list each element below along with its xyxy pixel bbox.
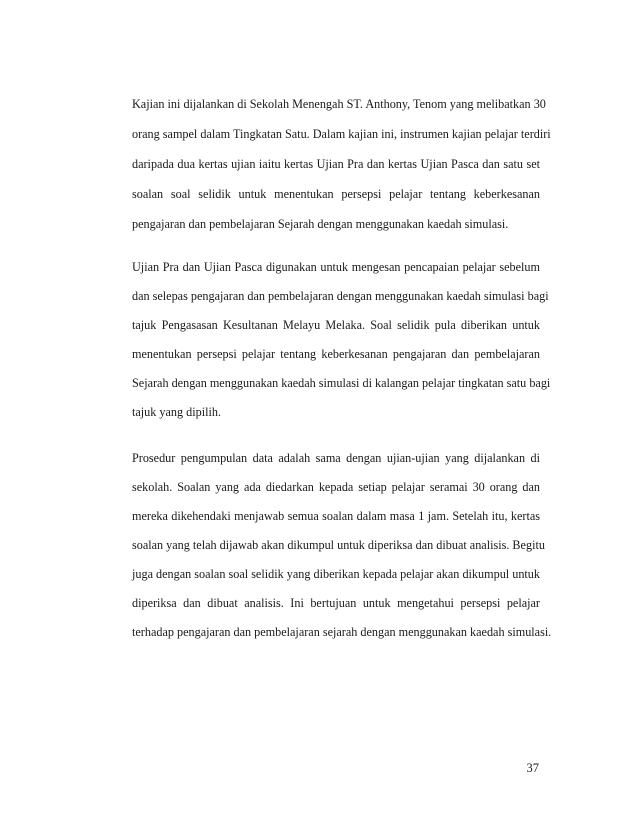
paragraph-line: dan selepas pengajaran dan pembelajaran dengan menggunakan kaedah simulasi bagi: [132, 289, 549, 303]
paragraph-line: tajuk yang dipilih.: [132, 405, 222, 419]
paragraph-line: soalan soal selidik untuk menentukan persepsi pelajar tentang keberkesanan: [132, 187, 540, 201]
paragraph-line: sekolah. Soalan yang ada diedarkan kepada setiap pelajar seramai 30 orang dan: [132, 480, 540, 494]
paragraph-line: diperiksa dan dibuat analisis. Ini bertujuan untuk mengetahui persepsi pelajar: [132, 596, 540, 610]
paragraph-line: soalan yang telah dijawab akan dikumpul untuk diperiksa dan dibuat analisis. Begitu: [132, 538, 545, 552]
paragraph-line: Sejarah dengan menggunakan kaedah simulasi di kalangan pelajar tingkatan satu bagi: [132, 376, 551, 390]
paragraph-line: Kajian ini dijalankan di Sekolah Menengah ST. Anthony, Tenom yang melibatkan 30: [132, 97, 546, 111]
paragraph-line: pengajaran dan pembelajaran Sejarah dengan menggunakan kaedah simulasi.: [132, 217, 509, 231]
paragraph-line: daripada dua kertas ujian iaitu kertas Ujian Pra dan kertas Ujian Pasca dan satu set: [132, 157, 540, 171]
paragraph-line: orang sampel dalam Tingkatan Satu. Dalam kajian ini, instrumen kajian pelajar terdiri: [132, 127, 551, 141]
paragraph-line: Ujian Pra dan Ujian Pasca digunakan untuk mengesan pencapaian pelajar sebelum: [132, 260, 540, 274]
paragraph-line: menentukan persepsi pelajar tentang keberkesanan pengajaran dan pembelajaran: [132, 347, 540, 361]
paragraph-line: mereka dikehendaki menjawab semua soalan dalam masa 1 jam. Setelah itu, kertas: [132, 509, 540, 523]
paragraph-line: terhadap pengajaran dan pembelajaran sejarah dengan menggunakan kaedah simulasi.: [132, 625, 552, 639]
page-number: 37: [526, 761, 539, 775]
paragraph-line: juga dengan soalan soal selidik yang diberikan kepada pelajar akan dikumpul untuk: [132, 567, 540, 581]
paragraph-line: tajuk Pengasasan Kesultanan Melayu Melaka. Soal selidik pula diberikan untuk: [132, 318, 540, 332]
paragraph-line: Prosedur pengumpulan data adalah sama dengan ujian-ujian yang dijalankan di: [132, 451, 540, 465]
